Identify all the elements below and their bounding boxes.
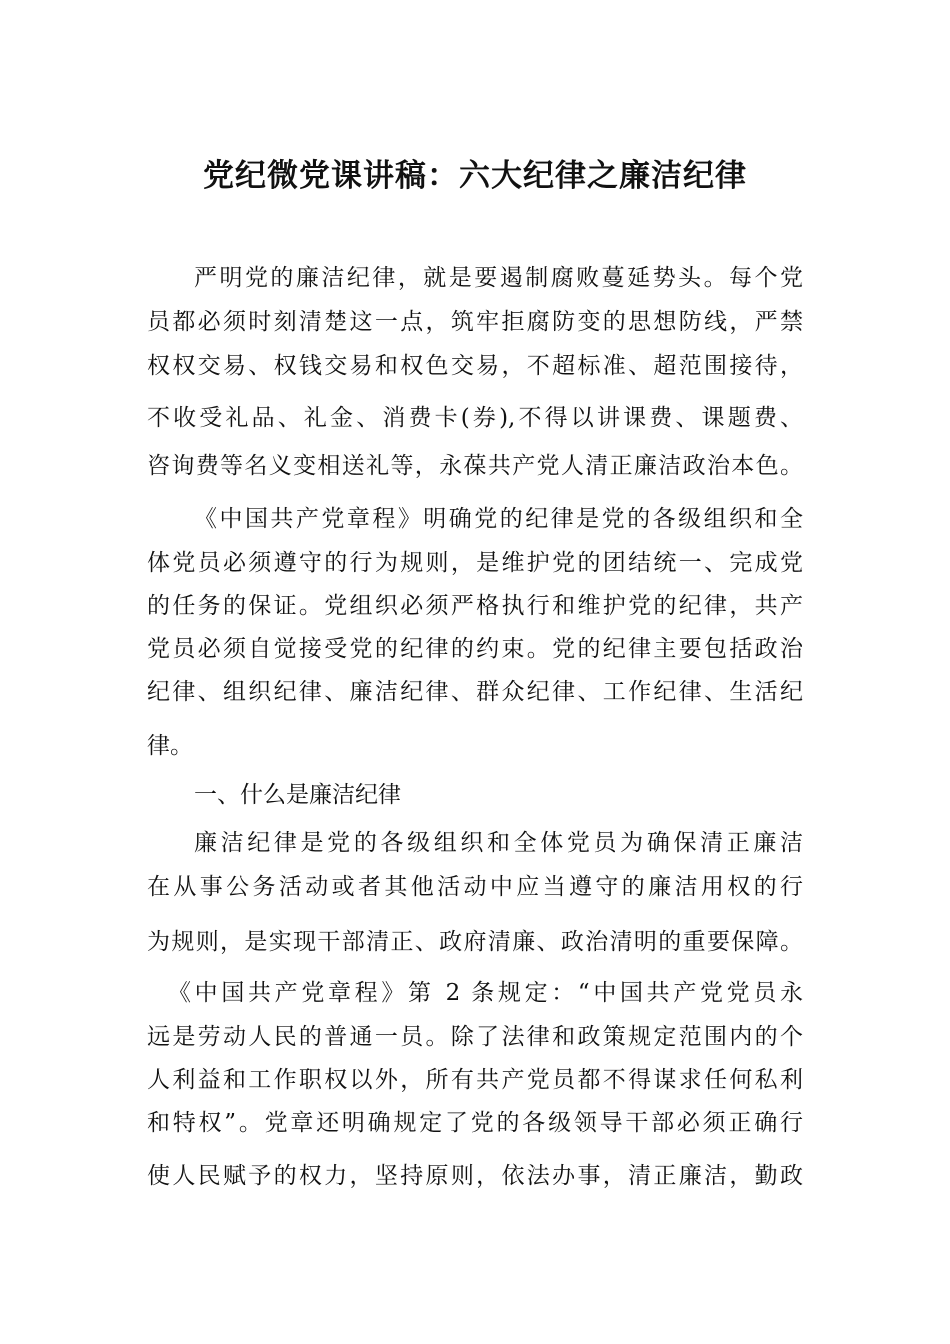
paragraph-1-line-1: 严明党的廉洁纪律，就是要遏制腐败蔓延势头。每个党 <box>194 265 803 291</box>
paragraph-2-line-5: 纪律、组织纪律、廉洁纪律、群众纪律、工作纪律、生活纪 <box>147 679 803 705</box>
paragraph-3-line-3: 为规则，是实现干部清正、政府清廉、政治清明的重要保障。 <box>147 929 803 955</box>
paragraph-2-line-2: 体党员必须遵守的行为规则，是维护党的团结统一、完成党 <box>147 550 803 576</box>
paragraph-3-line-1: 廉洁纪律是党的各级组织和全体党员为确保清正廉洁 <box>194 830 803 856</box>
paragraph-3-line-2: 在从事公务活动或者其他活动中应当遵守的廉洁用权的行 <box>147 874 803 900</box>
paragraph-1-line-2: 员都必须时刻清楚这一点，筑牢拒腐防变的思想防线，严禁 <box>147 309 803 335</box>
section-heading: 一、什么是廉洁纪律 <box>194 782 401 808</box>
paragraph-2-line-1: 《中国共产党章程》明确党的纪律是党的各级组织和全 <box>194 506 803 532</box>
paragraph-4-line-4: 和特权”。党章还明确规定了党的各级领导干部必须正确行 <box>147 1110 803 1136</box>
paragraph-1-line-3: 权权交易、权钱交易和权色交易，不超标准、超范围接待， <box>147 353 803 379</box>
paragraph-1-line-4: 不收受礼品、礼金、消费卡(券),不得以讲课费、课题费、 <box>147 405 803 431</box>
paragraph-4-line-1: 《中国共产党章程》第 2 条规定：“中国共产党党员永 <box>168 980 803 1006</box>
paragraph-2-line-3: 的任务的保证。党组织必须严格执行和维护党的纪律，共产 <box>147 593 803 619</box>
paragraph-4-line-3: 人利益和工作职权以外，所有共产党员都不得谋求任何私利 <box>147 1067 803 1093</box>
paragraph-4-line-5: 使人民赋予的权力，坚持原则，依法办事，清正廉洁，勤政 <box>147 1163 803 1189</box>
paragraph-1-line-5: 咨询费等名义变相送礼等，永葆共产党人清正廉洁政治本色。 <box>147 453 803 479</box>
paragraph-2-line-4: 党员必须自觉接受党的纪律的约束。党的纪律主要包括政治 <box>147 636 803 662</box>
paragraph-2-line-6: 律。 <box>147 733 193 759</box>
document-title: 党纪微党课讲稿：六大纪律之廉洁纪律 <box>203 158 747 194</box>
paragraph-4-line-2: 远是劳动人民的普通一员。除了法律和政策规定范围内的个 <box>147 1024 803 1050</box>
